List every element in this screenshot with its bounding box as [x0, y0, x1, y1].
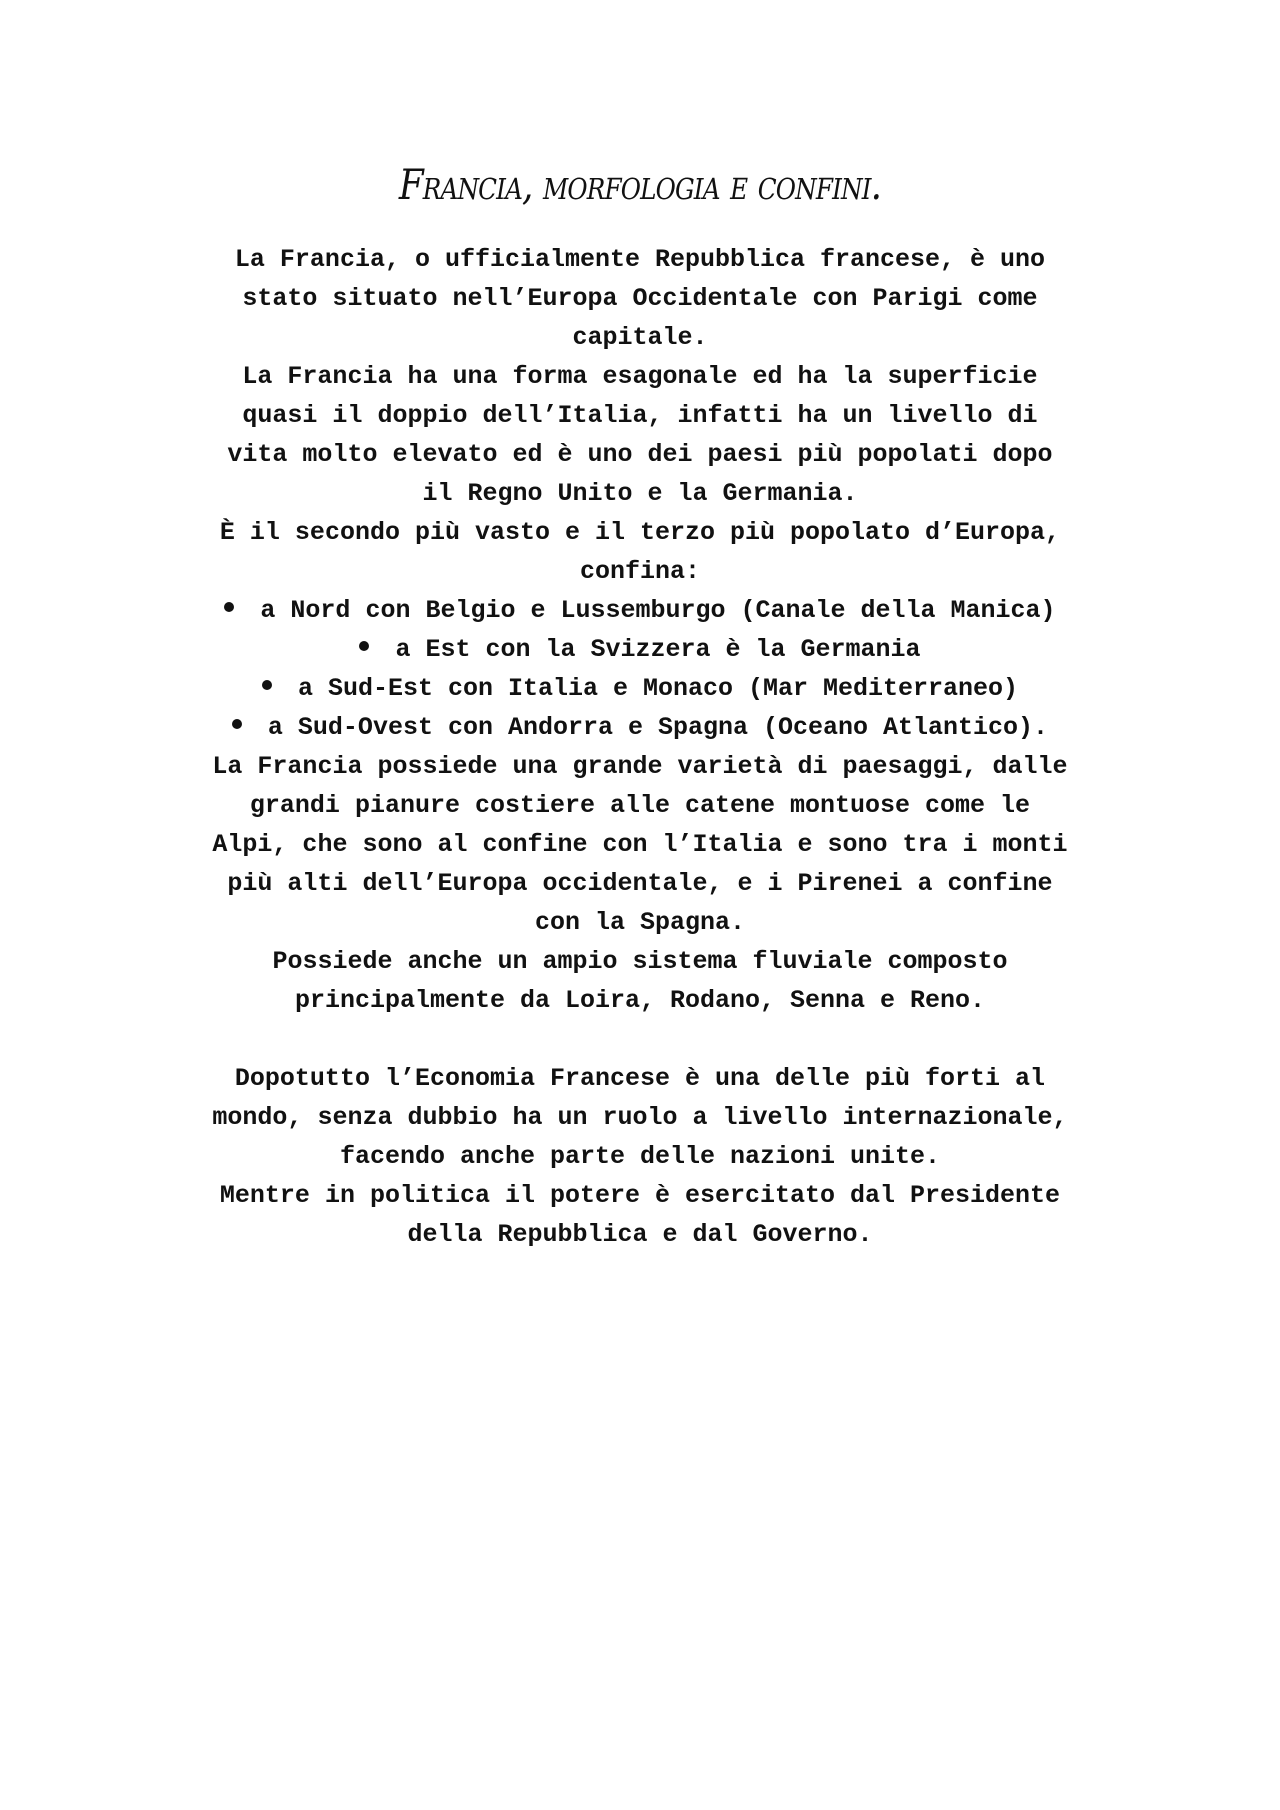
landscape-line: Alpi, che sono al confine con l’Italia e sono tra i monti: [212, 830, 1068, 859]
border-list-item: [140, 630, 1140, 669]
economy-line: Dopotutto l’Economia Francese è una delle più forti al: [234, 1064, 1046, 1093]
bullet-icon: [232, 719, 242, 729]
border-list-item: [140, 669, 1140, 708]
intro-line: vita molto elevato ed è uno dei paesi più popolati dopo: [227, 440, 1053, 469]
bullet-icon: [224, 602, 234, 612]
border-list: [140, 591, 1140, 747]
landscape-line: La Francia possiede una grande varietà di paesaggi, dalle: [212, 752, 1068, 781]
intro-line: il Regno Unito e la Germania.: [422, 479, 858, 508]
economy-line: della Repubblica e dal Governo.: [407, 1220, 873, 1249]
landscape-line: grandi pianure costiere alle catene montuose come le: [249, 791, 1031, 820]
bullet-icon: [359, 641, 369, 651]
intro-line: confina:: [579, 557, 701, 586]
border-list-item: [140, 708, 1140, 747]
document-title: Francia, morfologia e confini.: [398, 160, 882, 209]
intro-line: La Francia ha una forma esagonale ed ha la superficie: [242, 362, 1038, 391]
border-list-item-text: a Nord con Belgio e Lussemburgo (Canale della Manica): [260, 596, 1056, 625]
intro-line: quasi il doppio dell’Italia, infatti ha un livello di: [242, 401, 1038, 430]
paragraph-spacer: [140, 1020, 1140, 1059]
border-list-item-text: a Est con la Svizzera è la Germania: [395, 635, 921, 664]
economy-line: Mentre in politica il potere è esercitato dal Presidente: [219, 1181, 1061, 1210]
landscape-line: più alti dell’Europa occidentale, e i Pirenei a confine: [227, 869, 1053, 898]
landscape-line: principalmente da Loira, Rodano, Senna e Reno.: [294, 986, 986, 1015]
intro-line: È il secondo più vasto e il terzo più popolato d’Europa,: [219, 518, 1061, 547]
intro-line: La Francia, o ufficialmente Repubblica francese, è uno: [234, 245, 1046, 274]
bullet-icon: [262, 680, 272, 690]
border-list-item-text: a Sud-Est con Italia e Monaco (Mar Mediterraneo): [297, 674, 1019, 703]
economy-line: mondo, senza dubbio ha un ruolo a livello internazionale,: [212, 1103, 1068, 1132]
document-body: [140, 240, 1140, 1254]
intro-line: capitale.: [572, 323, 708, 352]
landscape-line: con la Spagna.: [534, 908, 746, 937]
border-list-item-text: a Sud-Ovest con Andorra e Spagna (Oceano Atlantico).: [267, 713, 1049, 742]
landscape-line: Possiede anche un ampio sistema fluviale composto: [272, 947, 1008, 976]
border-list-item: [140, 591, 1140, 630]
economy-line: facendo anche parte delle nazioni unite.: [339, 1142, 941, 1171]
intro-line: stato situato nell’Europa Occidentale con Parigi come: [242, 284, 1038, 313]
